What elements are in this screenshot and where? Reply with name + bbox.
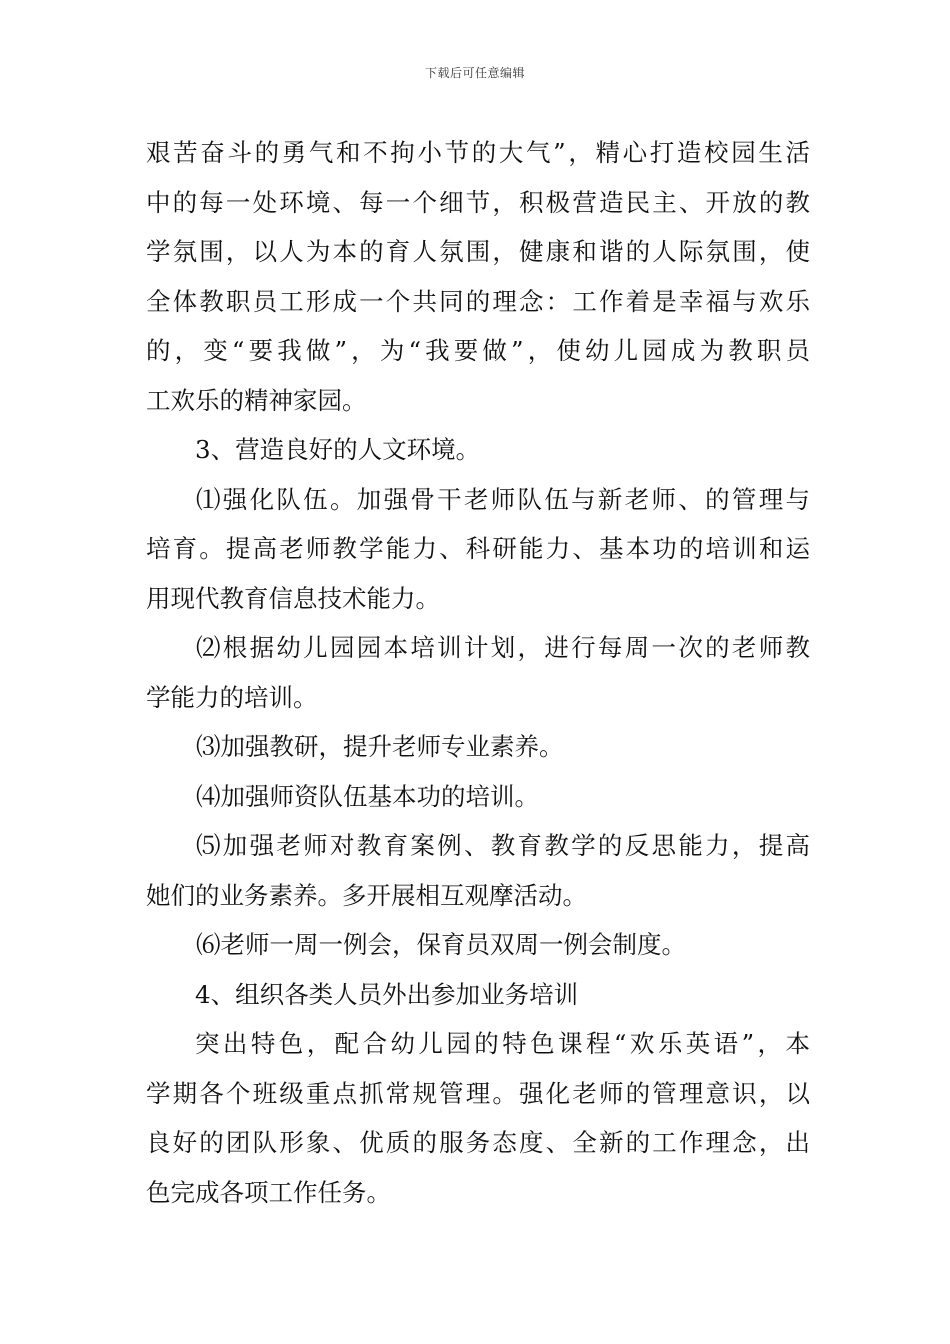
- page-header-note: 下载后可任意编辑: [424, 66, 525, 80]
- list-item: ⑷加强师资队伍基本功的培训。: [196, 781, 539, 811]
- section-heading: 3、营造良好的人文环境。: [195, 435, 481, 464]
- document-body: [146, 128, 810, 1217]
- list-item: ⑵根据幼儿园园本培训计划，进行每周一次的老师教: [196, 633, 810, 662]
- text-line: 中的每一处环境、每一个细节，积极营造民主、开放的教: [146, 187, 810, 217]
- text-line: 工欢乐的精神家园。: [146, 385, 367, 415]
- text-line: 突出特色，配合幼儿园的特色课程“欢乐英语”，本: [195, 1029, 810, 1058]
- text-line: 培育。提高老师教学能力、科研能力、基本功的培训和运: [146, 534, 810, 563]
- text-line: 学氛围，以人为本的育人氛围，健康和谐的人际氛围，使: [146, 237, 810, 266]
- text-line: 用现代教育信息技术能力。: [146, 583, 440, 613]
- text-line: 良好的团队形象、优质的服务态度、全新的工作理念，出: [146, 1128, 810, 1157]
- text-line: 色完成各项工作任务。: [146, 1177, 391, 1207]
- text-line: 她们的业务素养。多开展相互观摩活动。: [146, 880, 587, 910]
- text-line: 的，变“要我做”，为“我要做”，使幼儿园成为教职员: [146, 336, 810, 365]
- text-line: 全体教职员工形成一个共同的理念：工作着是幸福与欢乐: [146, 286, 810, 316]
- text-line: 艰苦奋斗的勇气和不拘小节的大气”，精心打造校园生活: [146, 138, 810, 167]
- text-line: 学期各个班级重点抓常规管理。强化老师的管理意识，以: [146, 1078, 810, 1108]
- list-item: ⑴强化队伍。加强骨干老师队伍与新老师、的管理与: [196, 484, 810, 514]
- text-line: 学能力的培训。: [146, 682, 318, 712]
- list-item: ⑶加强教研，提升老师专业素养。: [196, 732, 564, 761]
- section-heading: 4、组织各类人员外出参加业务培训: [195, 979, 579, 1009]
- list-item: ⑹老师一周一例会，保育员双周一例会制度。: [196, 930, 686, 959]
- list-item: ⑸加强老师对教育案例、教育教学的反思能力，提高: [196, 831, 810, 860]
